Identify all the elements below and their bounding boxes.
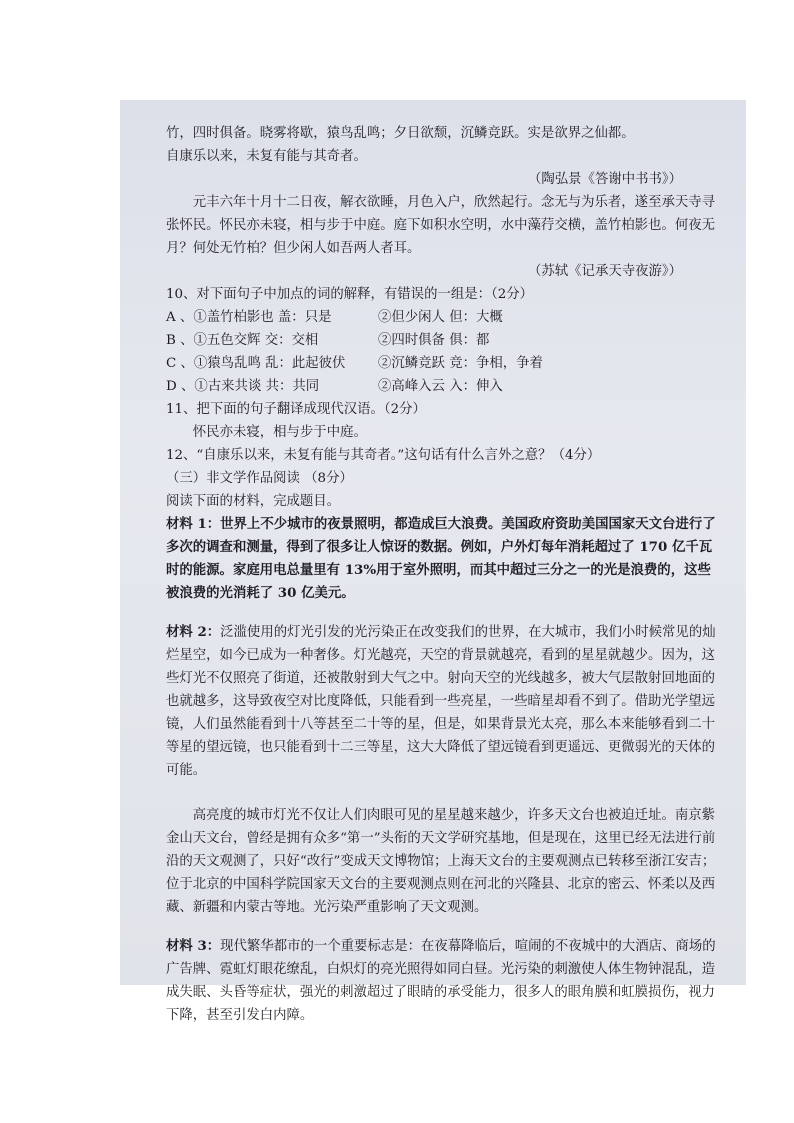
passage2-source: （苏轼《记承天寺夜游》） xyxy=(528,264,682,279)
q11-stem: 11、把下面的句子翻译成现代汉语。（2分） xyxy=(166,402,426,417)
q12-stem: 12、“自康乐以来，未复有能与其奇者。”这句话有什么言外之意？（4分） xyxy=(166,448,601,463)
material2-para2: 高亮度的城市灯光不仅让人们肉眼可见的星星越来越少，许多天文台也被迫迁址。南京紫金山天文台，曾经是拥有众多“第一”头衔的天文学研究基地，但是现在，这里已经无法进行前沿的天文观测了，只好“改行”变成天文博物馆；上海天文台的主要观测点已转移至浙江安吉；位于北京的中国科学院国家天文台的主要观测点则在河北的兴隆县、北京的密云、怀柔以及西藏、新疆和内蒙古等地。光污染严重影响了天文观测。 xyxy=(166,808,716,915)
q10-option-a-left: A 、①盖竹柏影也 盖：只是 xyxy=(166,310,332,325)
material3-label: 材料 3： xyxy=(166,938,221,954)
material2-paragraph xyxy=(166,621,722,782)
section3-instruction: 阅读下面的材料，完成题目。 xyxy=(166,494,341,509)
q10-option-d-left: D 、①古来共谈 共：共同 xyxy=(166,379,320,394)
passage2-text: 元丰六年十月十二日夜，解衣欲睡，月色入户，欣然起行。念无与为乐者，遂至承天寺寻张怀民。怀民亦未寝，相与步于中庭。庭下如积水空明，水中藻荇交横，盖竹柏影也。何夜无月？何处无竹柏？但少闲人如吾两人者耳。 xyxy=(166,195,716,256)
passage1-line1: 竹，四时俱备。晓雾将歇，猿鸟乱鸣；夕日欲颓，沉鳞竞跃。实是欲界之仙都。 xyxy=(166,126,635,141)
passage1-line2: 自康乐以来，未复有能与其奇者。 xyxy=(166,149,367,164)
passage1-source: （陶弘景《答谢中书书》） xyxy=(528,172,682,187)
material1-text: 世界上不少城市的夜景照明，都造成巨大浪费。美国政府资助美国国家天文台进行了多次的调查和测量，得到了很多让人惊讶的数据。例如，户外灯每年消耗超过了 170 亿千瓦时的能源。家庭用电总量里有 13%用于室外照明，而其中超过三分之一的光是浪费的，这些被浪费的光消耗了 30 亿美元。 xyxy=(166,516,716,601)
material2-text: 泛滥使用的灯光引发的光污染正在改变我们的世界，在大城市，我们小时候常见的灿烂星空，如今已成为一种奢侈。灯光越亮，天空的背景就越亮，看到的星星就越少。因为，这些灯光不仅照亮了街道，还被散射到大气之中。射向天空的光线越多，被大气层散射回地面的也就越多，这导致夜空对比度降低，只能看到一些亮星，一些暗星却看不到了。借助光学望远镜，人们虽然能看到十八等甚至二十等的星，但是，如果背景光太亮，那么本来能够看到二十等星的望远镜，也只能看到十二三等星，这大大降低了望远镜看到更遥远、更微弱光的天体的可能。 xyxy=(166,625,716,778)
material1-paragraph xyxy=(166,513,722,605)
q10-option-d xyxy=(166,375,722,398)
q10-option-b xyxy=(166,329,722,352)
material1-label: 材料 1： xyxy=(166,516,221,532)
section3-title: （三）非文学作品阅读 （8分） xyxy=(166,471,353,486)
q10-option-c-left: C 、①猿鸟乱鸣 乱：此起彼伏 xyxy=(166,356,346,371)
q10-option-a-right: ②但少闲人 但：大概 xyxy=(378,310,503,325)
material3-text: 现代繁华都市的一个重要标志是：在夜幕降临后，喧闹的不夜城中的大酒店、商场的广告牌、霓虹灯眼花缭乱，白炽灯的亮光照得如同白昼。光污染的刺激使人体生物钟混乱，造成失眠、头昏等症状，强光的刺激超过了眼睛的承受能力，很多人的眼角膜和虹膜损伤，视力下降，甚至引发白内障。 xyxy=(166,939,716,1023)
material2-label: 材料 2： xyxy=(166,624,221,640)
q10-option-b-right: ②四时俱备 俱：都 xyxy=(378,333,490,348)
exam-sheet xyxy=(120,100,746,1023)
spacer xyxy=(166,605,722,621)
spacer xyxy=(166,782,722,804)
q10-stem: 10、对下面句子中加点的词的解释，有错误的一组是：（2分） xyxy=(166,287,534,302)
spacer xyxy=(166,919,722,935)
material3-paragraph xyxy=(166,935,722,1027)
q11-sentence: 怀民亦未寝，相与步于中庭。 xyxy=(192,425,367,440)
q10-option-c xyxy=(166,352,722,375)
q10-option-c-right: ②沉鳞竞跃 竞：争相，争着 xyxy=(378,356,543,371)
q10-option-a xyxy=(166,306,722,329)
q10-option-b-left: B 、①五色交辉 交：交相 xyxy=(166,333,319,348)
q10-option-d-right: ②高峰入云 入：伸入 xyxy=(378,379,503,394)
